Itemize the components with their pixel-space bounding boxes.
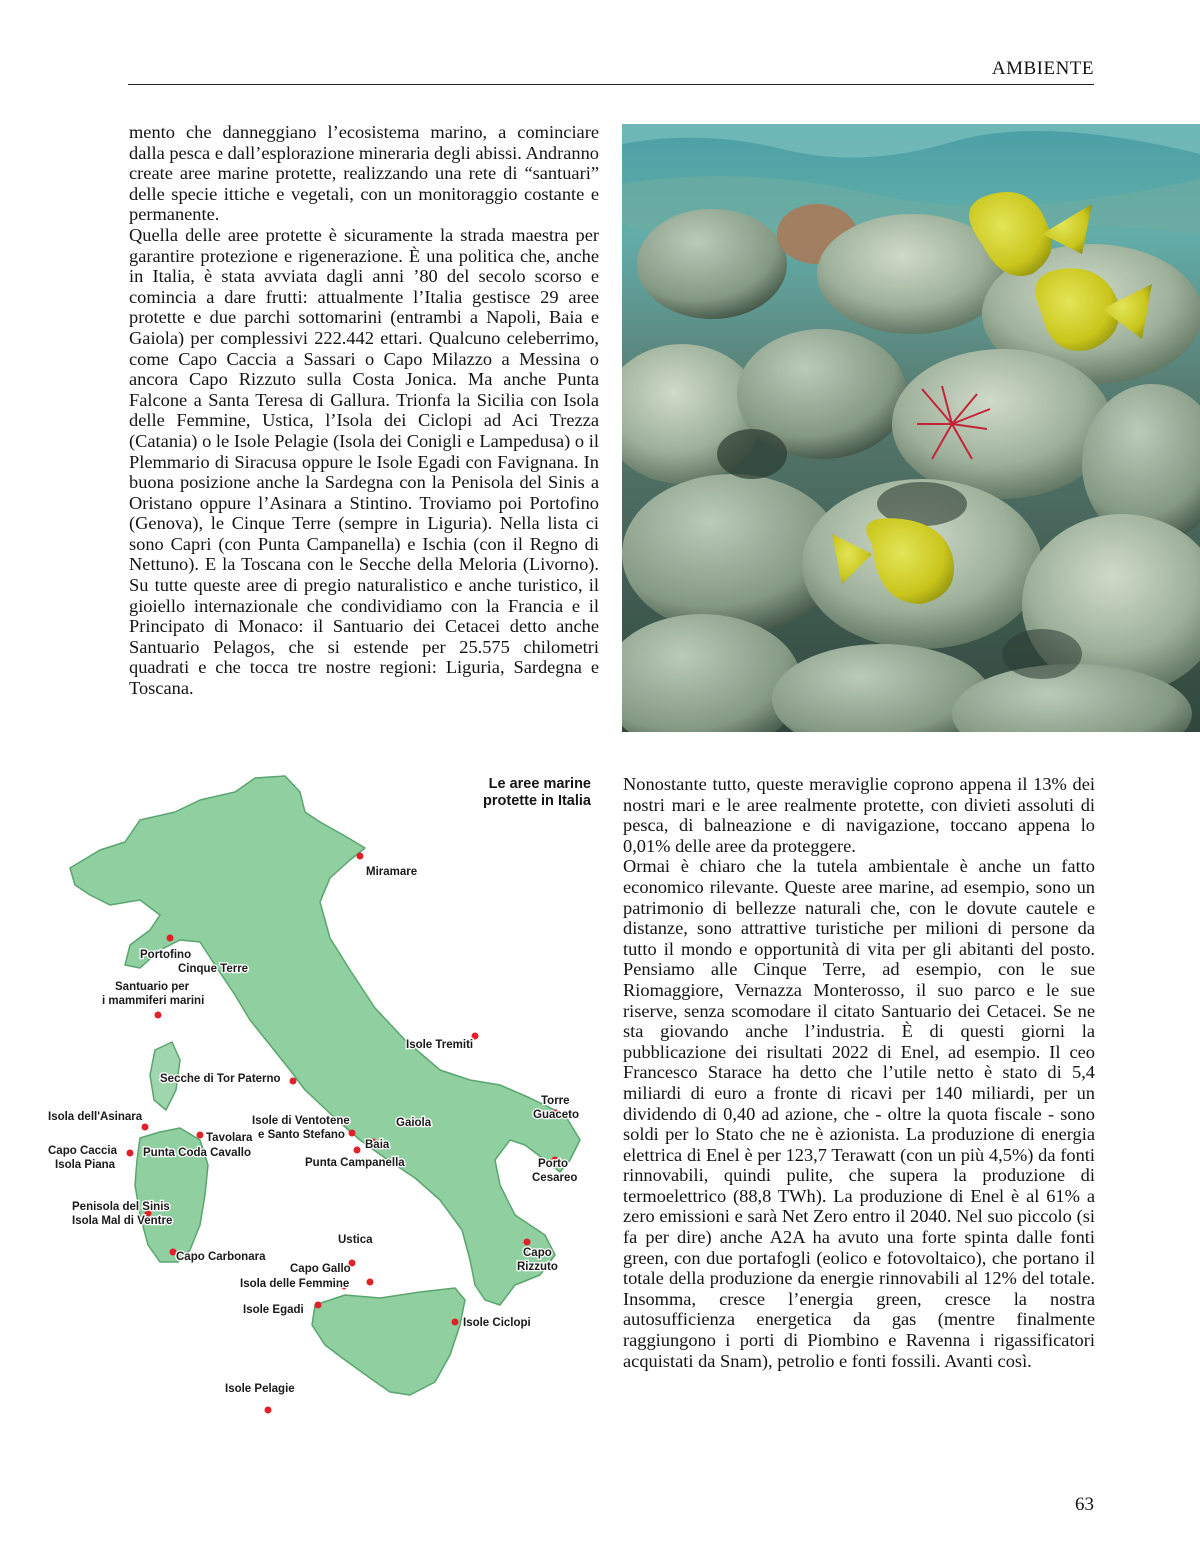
section-header: AMBIENTE: [991, 58, 1094, 79]
map-label: Capo: [523, 1247, 552, 1259]
map-label: Isole Ciclopi: [463, 1317, 531, 1329]
paragraph: Quella delle aree protette è sicuramente la strada maestra per garantire protezione e rigenerazione. È una politica che, anche in Italia, è stata avviata dagli anni ’80 del secolo scorso e comincia a dare frutti: attualmente l’Italia gestisce 29 aree protette e due parchi sottomarini (entrambi a Napoli, Baia e Gaiola) per complessivi 222.442 ettari. Qualcuno celeberrimo, come Capo Caccia a Sassari o Capo Milazzo a Messina o ancora Capo Rizzuto sulla Costa Jonica. Ma anche Punta Falcone a Santa Teresa di Gallura. Trionfa la Sicilia con Isola delle Femmine, Ustica, l’Isola dei Ciclopi ad Aci Trezza (Catania) o le Isole Pelagie (Isola dei Conigli e Lampedusa) o il Plemmario di Siracusa oppure le Isole Egadi con Favignana. In buona posizione anche la Sardegna con la Penisola del Sinis a Oristano oppure l’Asinara a Stintino. Troviamo poi Portofino (Genova), le Cinque Terre (sempre in Liguria). Nella lista ci sono Capri (con Punta Campanella) e Ischia (con il Regno di Nettuno). E la Toscana con le Secche della Meloria (Livorno). Su tutte queste aree di pregio naturalistico e anche turistico, il gioiello internazionale che condividiamo con la Francia e il Principato di Monaco: il Santuario dei Cetacei detto anche Santuario Pelagos, che si estende per 25.575 chilometri quadrati e che tocca tre nostre regioni: Liguria, Sardegna e Toscana.: [129, 224, 599, 699]
reef-photo: [622, 124, 1200, 732]
map-label: Rizzuto: [517, 1261, 558, 1273]
header-rule: [128, 84, 1094, 85]
article-column-left: [129, 122, 599, 699]
map-label: Punta Coda Cavallo: [143, 1147, 251, 1159]
paragraph: Ormai è chiaro che la tutela ambientale è anche un fatto economico rilevante. Queste aree marine, ad esempio, sono un patrimonio di bellezze naturali che, con le dovute cautele e distanze, sono attrattive turistiche per milioni di persone da tutto il mondo e opportunità di vita per gli abitanti del posto. Pensiamo alle Cinque Terre, ad esempio, con le sue Riomaggiore, Vernazza Monterosso, il suo parco e le sue riserve, senza scomodare il citato Santuario dei Cetacei. Se ne sta giovando anche l’industria. È di questi giorni la pubblicazione dei risultati 2022 di Enel, ad esempio. Il ceo Francesco Starace ha detto che l’utile netto è stato di 5,4 miliardi di euro a fronte di ricavi per 140 miliardi, per un dividendo di 0,40 ad azione, che - oltre la quota fiscale - sono soldi per lo Stato che ne è azionista. La produzione di energia elettrica di Enel è per 123,7 Terawatt (con un più 4,5%) da fonti rinnovabili, quindi pulite, che supera la produzione di termoelettrico (88,8 TWh). La produzione di Enel è al 61% a zero emissioni e sarà Net Zero entro il 2040. Nel suo piccolo (si fa per dire) anche A2A ha avuto una forte spinta dalle fonti green, con due portafogli (eolico e fotovoltaico), che portano il totale della produzione da energie rinnovabili al 12% del totale. Insomma, cresce l’energia green, cresce la nostra autosufficienza energetica da gas (mentre finalmente raggiungono i porti di Piombino e Ravenna i rigassificatori acquistati da Snam), petrolio e fonti fossili. Avanti così.: [623, 856, 1095, 1371]
map-label: Capo Gallo: [290, 1263, 351, 1275]
map-label: Isole Pelagie: [225, 1383, 295, 1395]
map-label: Porto: [538, 1158, 569, 1170]
map-label: Capo Carbonara: [176, 1251, 266, 1263]
italy-protected-areas-map: [40, 768, 610, 1428]
map-label: Guaceto: [533, 1109, 580, 1121]
page-number: 63: [1075, 1494, 1094, 1515]
map-label: Isole Egadi: [243, 1304, 304, 1316]
map-label: e Santo Stefano: [258, 1129, 345, 1141]
map-label: Ustica: [338, 1234, 373, 1246]
map-label: Isole Tremiti: [406, 1039, 474, 1051]
map-label: Miramare: [366, 866, 418, 878]
map-label: Torre: [541, 1095, 570, 1107]
map-label: Baia: [365, 1139, 390, 1151]
article-column-right: [623, 774, 1095, 1371]
map-caption-line: protette in Italia: [483, 793, 591, 809]
map-label: Santuario per: [115, 981, 190, 993]
map-label: Isola Mal di Ventre: [72, 1215, 173, 1227]
paragraph: Nonostante tutto, queste meraviglie coprono appena il 13% dei nostri mari e le aree realmente protette, con divieti assoluti di pesca, di balneazione e di navigazione, toccano appena lo 0,01% delle aree da proteggere.: [623, 774, 1095, 856]
map-label: Isola delle Femmine: [240, 1278, 350, 1290]
map-label: Tavolara: [206, 1132, 253, 1144]
map-label: Portofino: [140, 949, 192, 961]
map-caption-line: Le aree marine: [488, 776, 591, 792]
map-label: Isole di Ventotene: [252, 1115, 350, 1127]
map-label: Isola dell'Asinara: [48, 1111, 143, 1123]
map-label: Cinque Terre: [178, 963, 249, 975]
italy-landmass: [70, 776, 580, 1395]
map-label: Capo Caccia: [48, 1145, 118, 1157]
map-label: Secche di Tor Paterno: [160, 1073, 281, 1085]
map-label: Punta Campanella: [305, 1157, 405, 1169]
paragraph: mento che danneggiano l’ecosistema marino, a cominciare dalla pesca e dall’esplorazione mineraria degli abissi. Andranno create aree marine protette, realizzando una rete di “santuari” delle specie ittiche e vegetali, con un monitoraggio costante e permanente.: [129, 122, 599, 225]
map-label: Isola Piana: [55, 1159, 116, 1171]
map-label: Gaiola: [396, 1117, 432, 1129]
map-label: Penisola del Sinis: [72, 1201, 170, 1213]
map-label: i mammiferi marini: [102, 995, 205, 1007]
map-label: Cesareo: [532, 1172, 578, 1184]
